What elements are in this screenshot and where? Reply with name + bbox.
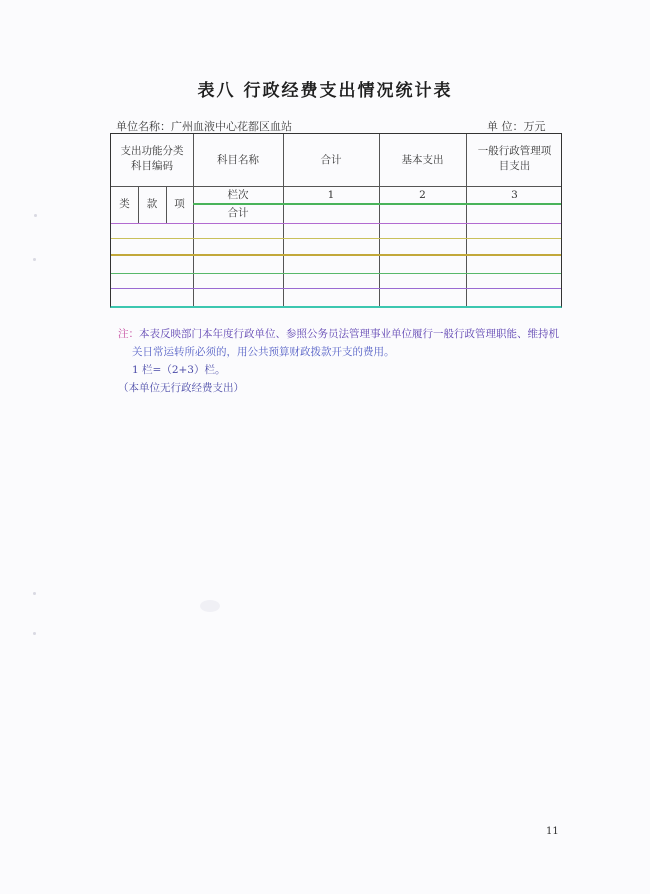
notes-block [118,325,568,397]
table-divider [111,254,561,256]
note-line: 关日常运转所必须的，用公共预算财政拨款开支的费用。 [132,346,395,358]
note-no-expense: （本单位无行政经费支出） [118,382,244,394]
document-title: 表八 行政经费支出情况统计表 [197,81,453,101]
column-number-2: 2 [419,189,426,201]
scan-speck [33,592,36,595]
note-line: 1 栏=（2+3）栏。 [132,364,226,376]
header-basic-expense: 基本支出 [401,154,444,166]
note-line [118,325,568,343]
scan-speck [33,258,36,261]
expense-table [110,133,562,308]
header-text: 科目编码 [131,160,173,172]
currency-unit-label: 单 位：万元 [487,120,546,133]
table-divider [111,273,561,274]
sub-header-lei: 类 [119,198,130,210]
table-divider [111,238,561,239]
sub-header-xiang: 项 [174,198,185,210]
header-subject-name: 科目名称 [217,154,259,166]
table-divider [111,223,561,224]
header-admin-project-expense [466,144,563,174]
row-label-lanci: 栏次 [227,189,249,201]
scan-speck [33,632,36,635]
table-divider [111,186,561,187]
note-prefix: 注： [118,328,139,340]
scan-speck [34,214,37,217]
page-number: 11 [546,826,559,837]
sub-header-kuan: 款 [146,198,158,210]
header-text: 一般行政管理项 [477,145,552,157]
column-number-1: 1 [327,189,335,201]
scan-speck [200,600,220,612]
header-function-classification [111,144,193,174]
table-divider [193,203,561,205]
header-text: 支出功能分类 [120,145,184,157]
row-label-total: 合计 [227,207,249,219]
note-text: 本表反映部门本年度行政单位、参照公务员法管理事业单位履行一般行政管理职能、维持机 [139,328,559,340]
header-total: 合计 [320,154,342,166]
table-divider [111,288,561,289]
column-number-3: 3 [511,189,518,201]
header-text: 目支出 [498,160,531,172]
unit-name-label: 单位名称：广州血液中心花都区血站 [116,120,292,133]
